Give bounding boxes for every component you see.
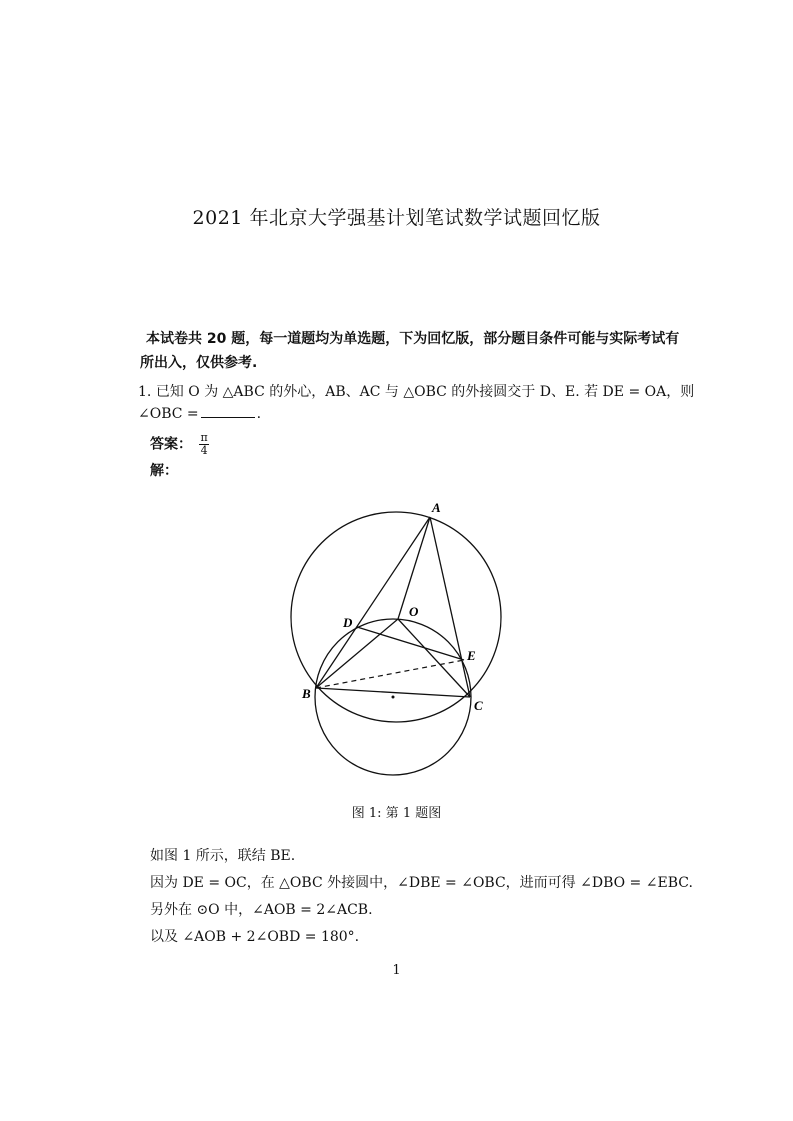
question-text: 已知 O 为 △ABC 的外心，AB、AC 与 △OBC 的外接圆交于 D、E. 若 DE = OA，则 bbox=[155, 384, 695, 400]
solution-line-4: 以及 ∠AOB + 2∠OBD = 180°. bbox=[150, 929, 360, 945]
circumcircle-abc bbox=[291, 512, 501, 722]
label-a: A bbox=[432, 500, 441, 515]
label-o: O bbox=[409, 604, 419, 619]
answer-label: 答案： bbox=[150, 436, 192, 453]
intro-line-2: 所出入，仅供参考. bbox=[140, 355, 258, 371]
page-number: 1 bbox=[392, 963, 401, 978]
question-angle-text: ∠OBC = bbox=[138, 406, 199, 422]
center-dot bbox=[392, 696, 395, 699]
question-end-punct: . bbox=[256, 406, 262, 422]
figure-caption: 图 1: 第 1 题图 bbox=[351, 806, 442, 821]
label-d: D bbox=[343, 615, 353, 630]
label-c: C bbox=[474, 698, 483, 713]
answer-denominator: 4 bbox=[200, 444, 208, 457]
label-b: B bbox=[302, 686, 311, 701]
solution-line-2: 因为 DE = OC，在 △OBC 外接圆中，∠DBE = ∠OBC，进而可得 ∠DBO = ∠EBC. bbox=[150, 875, 693, 891]
solution-line-3: 另外在 ⊙O 中，∠AOB = 2∠ACB. bbox=[150, 902, 373, 918]
answer-numerator: π bbox=[200, 431, 208, 444]
solution-line-1: 如图 1 所示，联结 BE. bbox=[150, 848, 296, 864]
segment-ac bbox=[430, 517, 470, 697]
page-title: 2021 年北京大学强基计划笔试数学试题回忆版 bbox=[192, 207, 601, 229]
segment-ab bbox=[316, 517, 430, 688]
question-number: 1. bbox=[138, 384, 152, 400]
solution-label: 解： bbox=[150, 463, 178, 479]
segment-be-dashed bbox=[316, 660, 464, 688]
label-e: E bbox=[467, 648, 476, 663]
intro-line-1: 本试卷共 20 题，每一道题均为单选题，下为回忆版，部分题目条件可能与实际考试有 bbox=[146, 331, 680, 347]
